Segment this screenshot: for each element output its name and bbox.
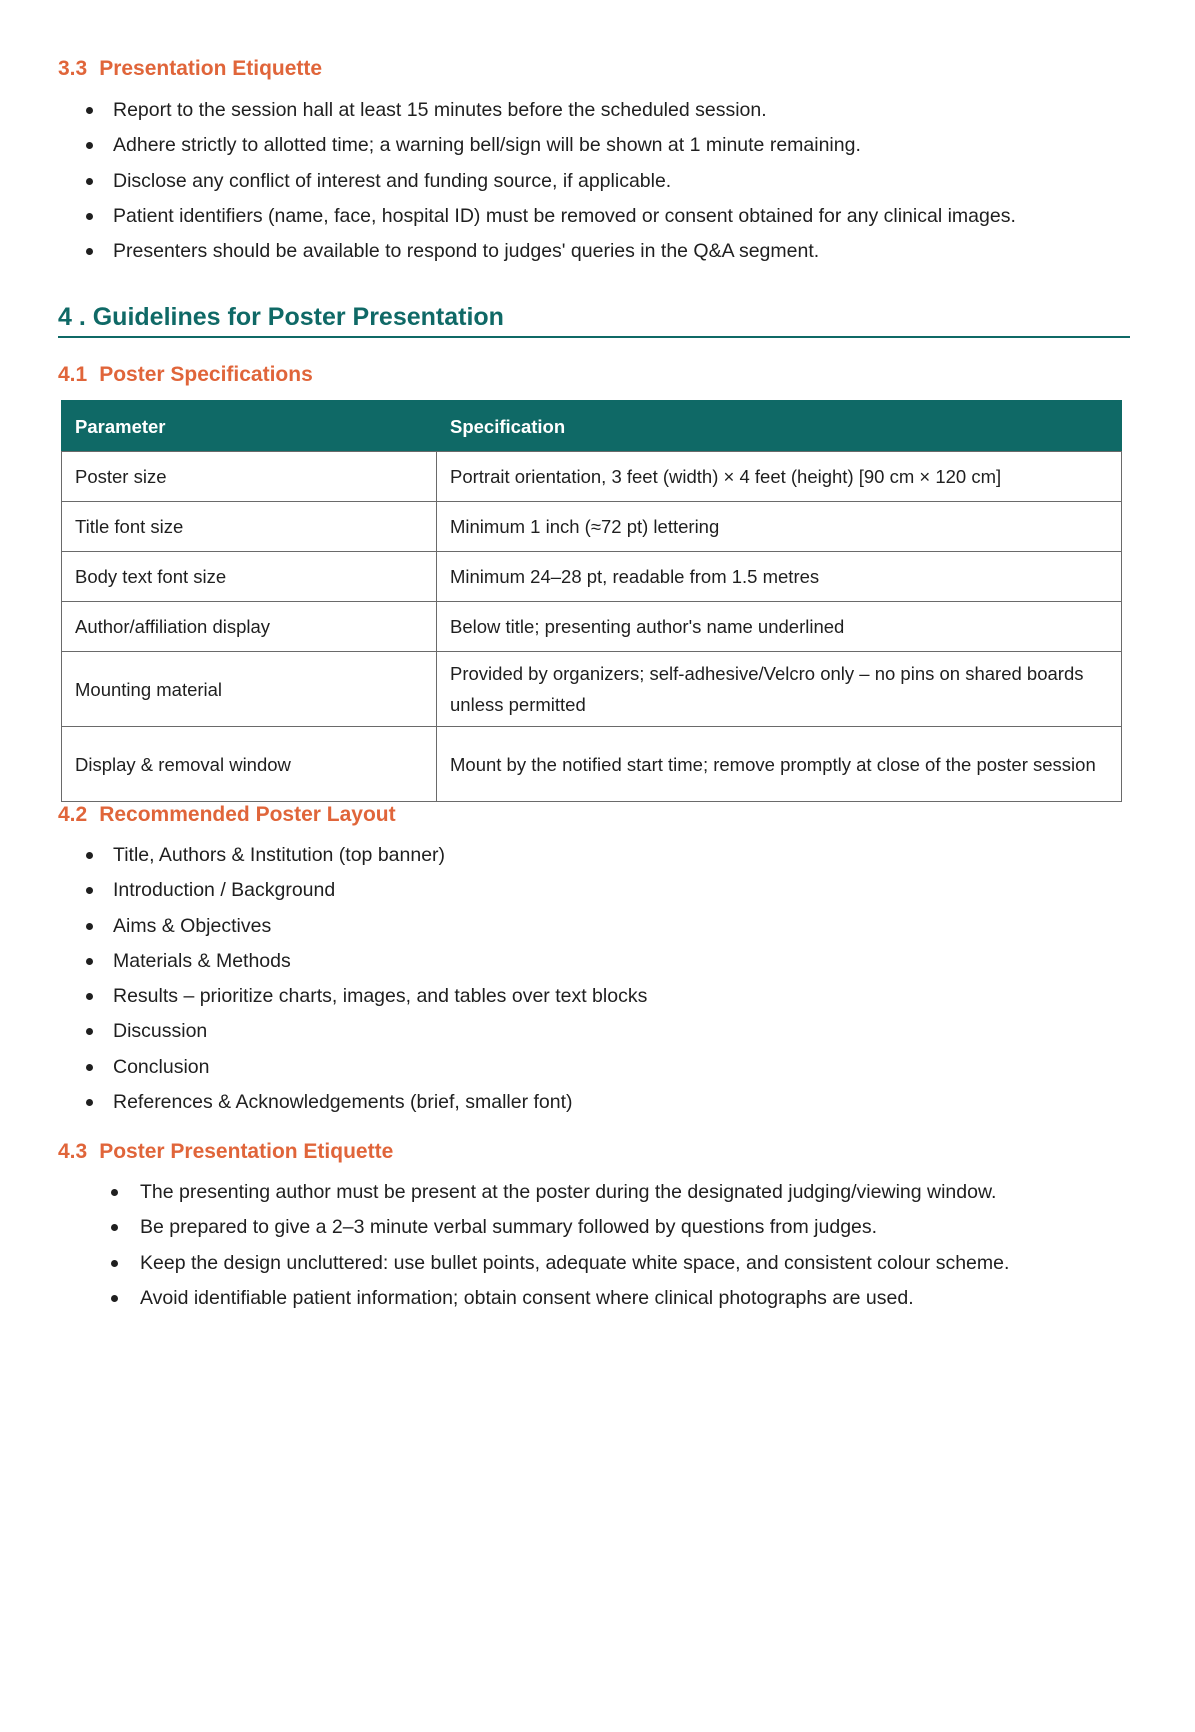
poster-layout-list: [113, 838, 647, 1120]
list-item: Presenters should be available to respond to judges' queries in the Q&A segment.: [113, 234, 1016, 269]
column-header-specification: Specification: [437, 401, 1122, 452]
section-number: 4.3: [58, 1140, 88, 1163]
section-number: 4.2: [58, 803, 88, 826]
list-item: References & Acknowledgements (brief, smaller font): [113, 1085, 647, 1120]
list-item: Report to the session hall at least 15 minutes before the scheduled session.: [113, 93, 1016, 128]
section-number: 4.1: [58, 363, 88, 386]
table-cell: Portrait orientation, 3 feet (width) × 4 feet (height) [90 cm × 120 cm]: [437, 452, 1122, 502]
table-cell: Mount by the notified start time; remove promptly at close of the poster session: [437, 727, 1122, 802]
section-4-heading: 4 . Guidelines for Poster Presentation: [58, 302, 1130, 338]
table-row: [62, 552, 1122, 602]
poster-etiquette-list: [140, 1175, 1009, 1316]
presentation-etiquette-list: [113, 93, 1016, 269]
list-item: The presenting author must be present at the poster during the designated judging/viewing window.: [140, 1175, 1009, 1210]
list-item: Be prepared to give a 2–3 minute verbal summary followed by questions from judges.: [140, 1210, 1009, 1245]
list-item: Introduction / Background: [113, 873, 647, 908]
table-cell: Author/affiliation display: [62, 602, 437, 652]
list-item: Keep the design uncluttered: use bullet points, adequate white space, and consistent colour scheme.: [140, 1246, 1009, 1281]
list-item: Avoid identifiable patient information; obtain consent where clinical photographs are used.: [140, 1281, 1009, 1316]
list-item: Conclusion: [113, 1050, 647, 1085]
table-header-row: [62, 401, 1122, 452]
section-number: 3.3: [58, 57, 88, 80]
list-item: Results – prioritize charts, images, and tables over text blocks: [113, 979, 647, 1014]
section-4-3-heading: [58, 1139, 393, 1165]
list-item: Discussion: [113, 1014, 647, 1049]
table-cell: Minimum 1 inch (≈72 pt) lettering: [437, 502, 1122, 552]
table-cell: Minimum 24–28 pt, readable from 1.5 metres: [437, 552, 1122, 602]
table-cell: Title font size: [62, 502, 437, 552]
section-title: Recommended Poster Layout: [99, 803, 396, 826]
table-row: [62, 652, 1122, 727]
column-header-parameter: Parameter: [62, 401, 437, 452]
table-cell: Below title; presenting author's name underlined: [437, 602, 1122, 652]
section-4-2-heading: [58, 802, 396, 828]
table-cell: Body text font size: [62, 552, 437, 602]
section-title: Presentation Etiquette: [99, 57, 323, 80]
table-row: [62, 602, 1122, 652]
table-row: [62, 727, 1122, 802]
table-cell: Display & removal window: [62, 727, 437, 802]
table-row: [62, 502, 1122, 552]
section-title: Poster Presentation Etiquette: [99, 1140, 394, 1163]
table-row: [62, 452, 1122, 502]
list-item: Aims & Objectives: [113, 909, 647, 944]
table-cell: Provided by organizers; self-adhesive/Velcro only – no pins on shared boards unless permitted: [437, 652, 1122, 727]
poster-specifications-table: [61, 400, 1122, 802]
section-4-1-heading: [58, 362, 313, 388]
list-item: Adhere strictly to allotted time; a warning bell/sign will be shown at 1 minute remaining.: [113, 128, 1016, 163]
list-item: Title, Authors & Institution (top banner): [113, 838, 647, 873]
list-item: Patient identifiers (name, face, hospital ID) must be removed or consent obtained for any clinical images.: [113, 199, 1016, 234]
table-cell: Mounting material: [62, 652, 437, 727]
section-3-3-heading: [58, 56, 322, 82]
list-item: Disclose any conflict of interest and funding source, if applicable.: [113, 164, 1016, 199]
table-cell: Poster size: [62, 452, 437, 502]
list-item: Materials & Methods: [113, 944, 647, 979]
section-title: Poster Specifications: [99, 363, 313, 386]
